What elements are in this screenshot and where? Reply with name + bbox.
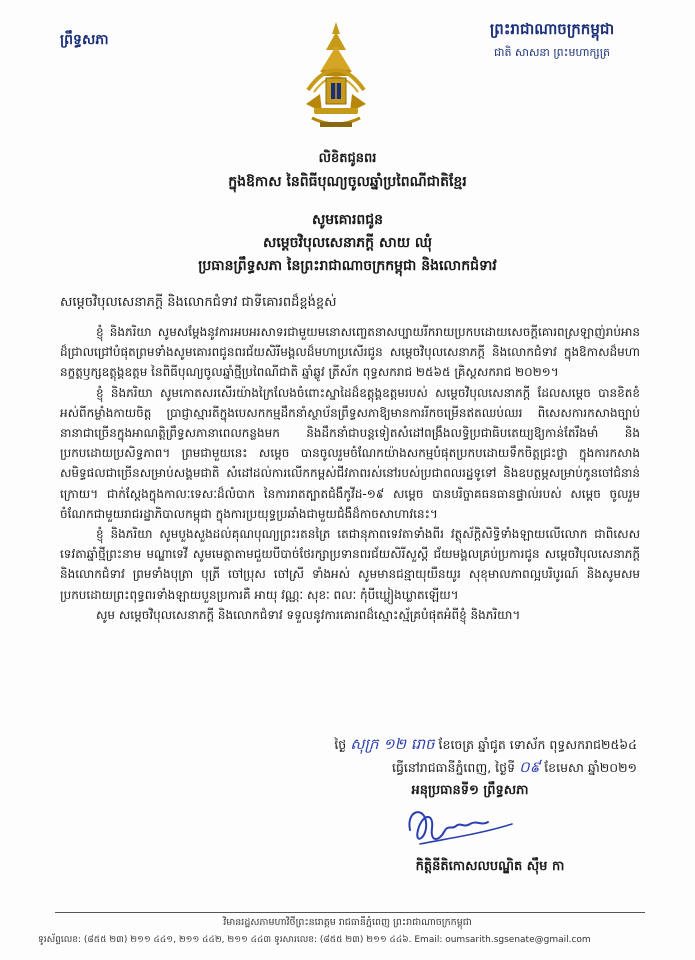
footer-contacts: ទូរស័ព្ទលេខ: (៨៥៥ ២៣) ២១១ ៤៤១, ២១១ ៤៤២, ២១១ ៤៤៣ ទូរសារលេខ: (៨៥៥ ២៣) ២១១ ៤៤៦. Email: oumsarith.sgsenate@gmail.com	[38, 935, 591, 945]
occasion: ក្នុងឱកាស នៃពិធីបុណ្យចូលឆ្នាំប្រពៃណីជាតិខ្មែរ	[228, 174, 467, 190]
place-date-line	[334, 756, 637, 779]
lunar-rest: ខែចេត្រ ឆ្នាំជូត ទោស័ក ពុទ្ធសករាជ២៥៦៤	[438, 737, 637, 752]
paragraph-2: ខ្ញុំ និងភរិយា សូមកោតសរសើរយ៉ាងក្រៃលែងចំពោះស្នាដៃដ៏ឧត្តុង្គឧត្តមរបស់ សម្តេចវិបុលសេនាភក្តី ដែលសម្តេច បានខិតខំអស់ពីកម្លាំងកាយចិត្ត ប្រាជ្ញាស្មារតីក្នុងបេសកកម្មដឹកនាំស្ថាប័នព្រឹទ្ធសភាឱ្យមានការរីកចម្រើនឥតឈប់ឈរ ពិសេសការកសាងច្បាប់នានាជាច្រើនក្នុងអាណត្តិព្រឹទ្ធសភានាពេលកន្លងមក និងដឹកនាំជាបន្តទៀតសំដៅពង្រឹងលទ្ធិប្រជាធិបតេយ្យឱ្យកាន់តែរឹងមាំ និងប្រកបដោយប្រសិទ្ធភាព។ ព្រមជាមួយនេះ សម្តេច បានចូលរួមចំណែកយ៉ាងសកម្មបំផុតប្រកបដោយទឹកចិត្តជ្រះថ្លា ក្នុងការកសាងសមិទ្ធផលជាច្រើនសម្រាប់សង្គមជាតិ សំដៅដល់ការលើកកម្ពស់ជីវភាពរស់នៅរបស់ប្រជាពលរដ្ឋទូទៅ និងឧបត្ថម្ភសម្រាប់កូនចៅជំនាន់ក្រោយ។ ជាក់ស្តែងក្នុងកាលៈទេសៈដ៏លំបាក នៃការរាតត្បាតជំងឺកូវីដ-១៩ សម្តេច បានបរិច្ចាគធនធានផ្ទាល់របស់ សម្តេច ចូលរួមចំណែកជាមួយរាជរដ្ឋាភិបាលកម្ពុជា ក្នុងការប្រយុទ្ធប្រឆាំងជាមួយជំងឺដ៏កាចសាហាវនេះ។	[60, 385, 640, 521]
day-handwritten: ០៩	[518, 758, 541, 776]
kingdom-name: ព្រះរាជាណាចក្រកម្ពុជា	[489, 20, 615, 38]
footer-address: វិមានរដ្ឋសភាមហាវិថីព្រះនរោត្តម រាជធានីភ្នំពេញ ព្រះរាជាណាចក្រកម្ពុជា	[223, 917, 472, 928]
footer-divider	[55, 912, 645, 913]
signer-name: កិត្តិនីតិកោសលបណ្ឌិត ស៊ឹម កា	[415, 859, 565, 874]
paragraph-1: ខ្ញុំ និងភរិយា សូមសម្តែងនូវការអបអរសាទរជាមួយមនោសញ្ចេតនាសប្បាយរីករាយប្រកបដោយសេចក្តីគោរពស្រឡាញ់រាប់អានដ៏ជ្រាលជ្រៅបំផុតព្រមទាំងសូមគោរពជូនពរជ័យសិរីមង្គលដ៏មហាប្រសើរជូន សម្តេចវិបុលសេនាភក្តី និងលោកជំទាវ ក្នុងឱកាសដ៏មហានក្ខត្តឫក្សឧត្តុង្គឧត្តម នៃពិធីបុណ្យចូលឆ្នាំថ្មីប្រពៃណីជាតិ ឆ្នាំឆ្លូវ ត្រីស័ក ពុទ្ធសករាជ ២៥៦៥ គ្រិស្តសករាជ ២០២១។	[60, 325, 640, 380]
royal-emblem-icon	[300, 20, 372, 135]
recipient-title: ប្រធានព្រឹទ្ធសភា នៃព្រះរាជាណាចក្រកម្ពុជា និងលោកជំទាវ	[198, 258, 497, 274]
paragraph-3: ខ្ញុំ និងភរិយា សូមបួងសួងដល់គុណបុណ្យព្រះរតនត្រៃ តេជានុភាពទេវតាទាំងពីរ វត្ថុស័ក្តិសិទ្ធិទាំងឡាយលើលោក ជាពិសេស ទេវតាឆ្នាំថ្មីព្រះនាម មណ្ឌាទេវី សូមមេត្តាតាមជួយបីបាច់ថែរក្សាប្រទានពរជ័យសិរីសួស្តី ជ័យមង្គលគ្រប់ប្រការជូន សម្តេចវិបុលសេនាភក្តី និងលោកជំទាវ ព្រមទាំងបុត្រា បុត្រី ចៅប្រុស ចៅស្រី ទាំងអស់ សូមមានជន្មាយុយឺនយូរ សុខុមាលភាពល្អបរិបូរណ៍ និងសូមសមប្រកបដោយព្រះពុទ្ធពរទាំងឡាយបួនប្រការគឺ អាយុ វណ្ណៈ សុខៈ ពលៈ កុំបីឃ្លៀងឃ្លាតឡើយ។	[60, 527, 640, 602]
letter-body	[60, 322, 640, 625]
salutation: សម្តេចវិបុលសេនាភក្តី និងលោកជំទាវ ជាទីគោរពដ៏ខ្ពង់ខ្ពស់	[60, 295, 337, 310]
senate-label: ព្រឹទ្ធសភា	[60, 32, 109, 48]
letter-type: លិខិតជូនពរ	[318, 151, 377, 166]
lunar-prefix: ថ្ងៃ	[334, 737, 347, 752]
signatory-title: អនុប្រធានទី១ ព្រឹទ្ធសភា	[411, 783, 529, 798]
handwritten-signature	[400, 800, 520, 855]
respectfully-to: សូមគោរពជូន	[311, 212, 384, 228]
recipient-name: សម្តេចវិបុលសេនាភក្តី សាយ ឈុំ	[262, 235, 433, 251]
place-rest: ខែមេសា ឆ្នាំ២០២១	[544, 760, 637, 775]
date-block	[334, 733, 637, 779]
paragraph-4: សូម សម្តេចវិបុលសេនាភក្តី និងលោកជំទាវ ទទួលនូវការគោរពដ៏ស្មោះស្ម័គ្របំផុតអំពីខ្ញុំ និងភរិយា។	[96, 607, 521, 622]
place-prefix: ធ្វើនៅរាជធានីភ្នំពេញ, ថ្ងៃទី	[392, 760, 515, 775]
lunar-date-line	[334, 733, 637, 756]
kingdom-header	[457, 20, 647, 62]
lunar-handwritten: សុក្រ ១២ រោច	[350, 735, 435, 753]
national-motto: ជាតិ សាសនា ព្រះមហាក្សត្រ	[494, 46, 610, 59]
